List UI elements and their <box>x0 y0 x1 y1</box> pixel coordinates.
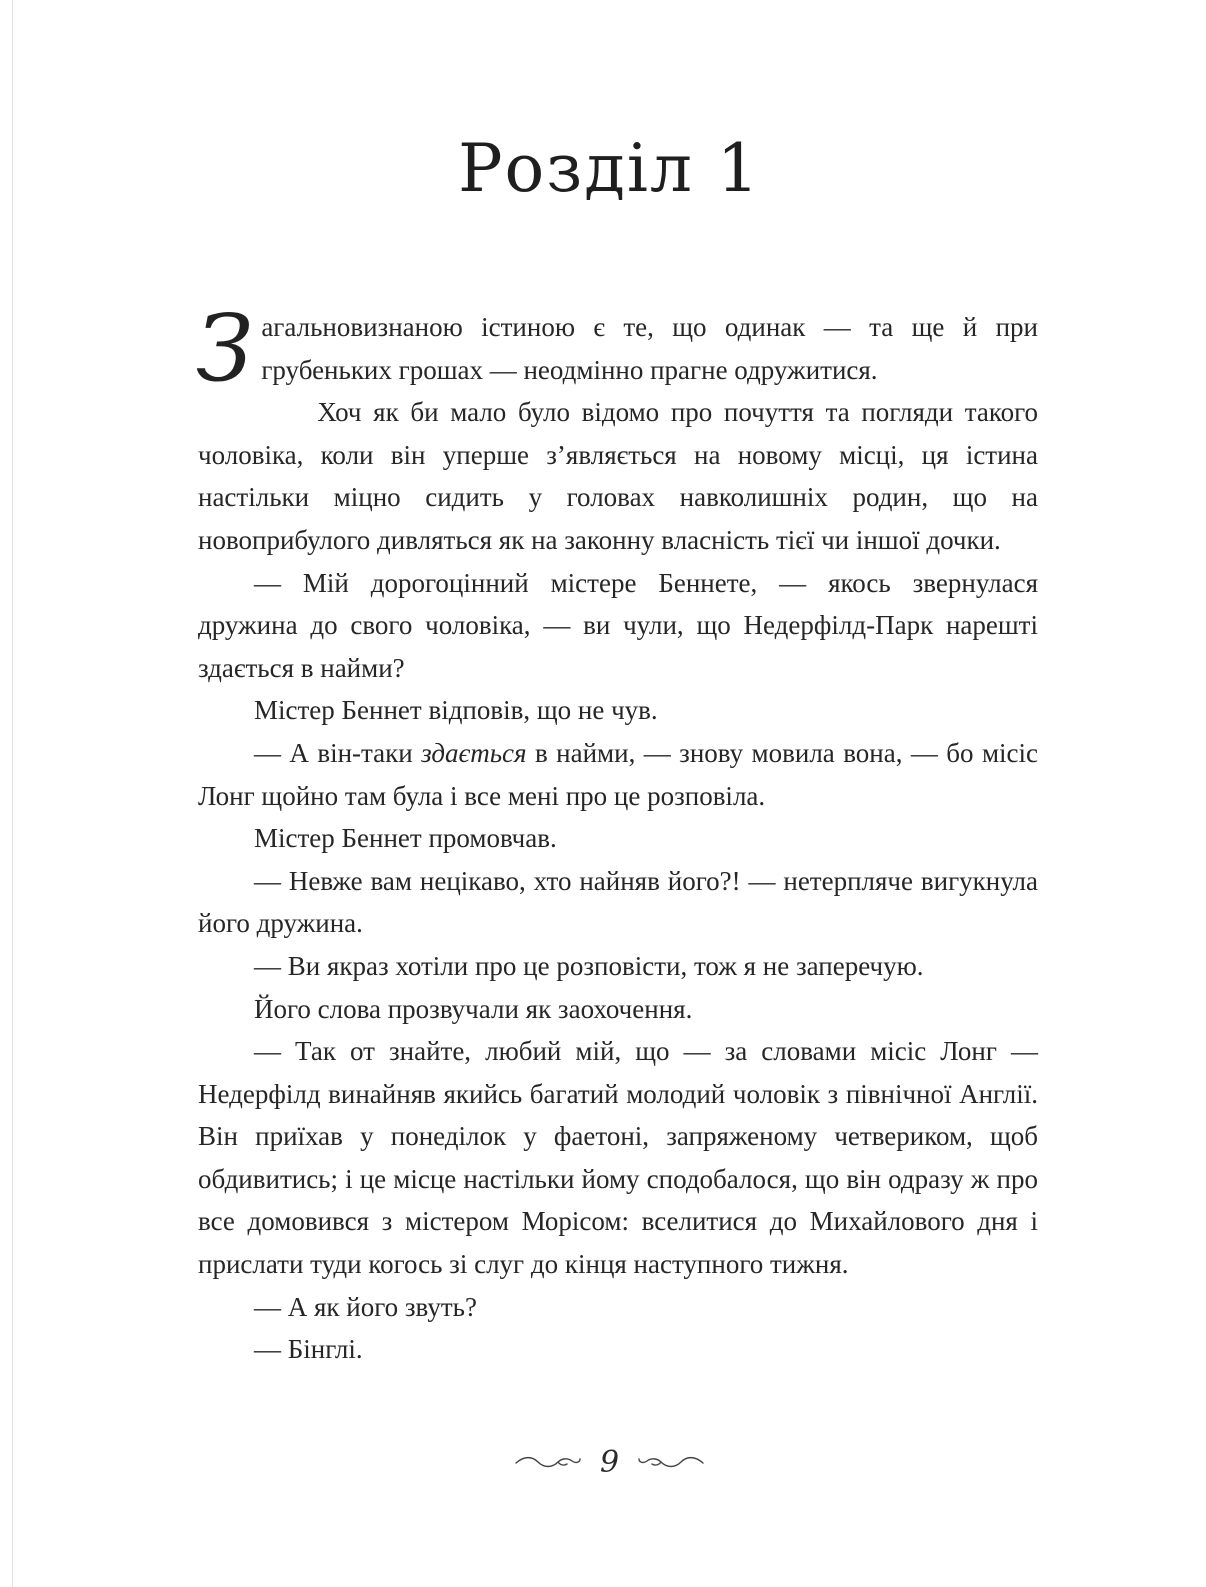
flourish-ornament-icon <box>514 1452 582 1472</box>
paragraph-5-before: — А він-таки <box>254 737 422 768</box>
chapter-title: Розділ 1 <box>458 130 761 207</box>
page-number: 9 <box>599 1444 620 1480</box>
page-footer <box>13 1440 1206 1484</box>
emphasis-word: здається <box>421 737 527 768</box>
paragraph-3: — Мій дорогоцінний містере Беннете, — якось звернулася дружина до свого чоловіка, — ви чули, що Недерфілд-Парк нарешті здається в найми? <box>198 567 1038 683</box>
paragraph-4: Містер Беннет відповів, що не чув. <box>254 695 658 726</box>
paragraph-9: Його слова прозвучали як заохочення. <box>254 993 693 1024</box>
paragraph-12: — Бінглі. <box>254 1334 363 1365</box>
paragraph-2: Хоч як би мало було відомо про почуття та погляди такого чоловіка, коли він уперше з’являється на новому місці, ця істина настільки міцно сидить у головах навколишніх родин, що на новоприбулого дивляться як на законну власність тієї чи іншої дочки. <box>198 397 1038 555</box>
chapter-text <box>196 295 1039 1371</box>
paragraph-5-after: в найми, — знову мовила вона, — бо місіс Лонг щойно там була і все мені про це розповіла. <box>198 737 1039 811</box>
paragraph-10: — Так от знайте, любий мій, що — за словами місіс Лонг — Недерфілд винайняв якийсь багатий молодий чоловік з північної Англії. Він приїхав у понеділок у фаетоні, запряженому четвериком, щоб обдивитись; і це місце настільки йому сподобалося, що він одразу ж про все домовився з містером Морісом: вселитися до Михайлового дня і прислати туди когось зі слуг до кінця наступного тижня. <box>198 1036 1038 1280</box>
flourish-ornament-icon <box>637 1452 705 1472</box>
drop-cap: З <box>196 295 254 402</box>
paragraph-7: — Невже вам нецікаво, хто найняв його?! — нетерпляче вигукнула його дружина. <box>198 865 1038 939</box>
paragraph-8: — Ви якраз хотіли про це розповісти, тож я не заперечую. <box>254 950 924 981</box>
paragraph-1-text: агальновизнаною істиною є те, що одинак — та ще й при грубеньких грошах — неодмінно прагне одружитися. <box>261 312 1038 385</box>
paragraph-11: — А як його звуть? <box>254 1291 477 1322</box>
book-page <box>12 0 1206 1587</box>
paragraph-6: Містер Беннет промовчав. <box>254 823 557 854</box>
paragraph-1 <box>196 295 1038 402</box>
paragraph-5 <box>198 732 1038 817</box>
